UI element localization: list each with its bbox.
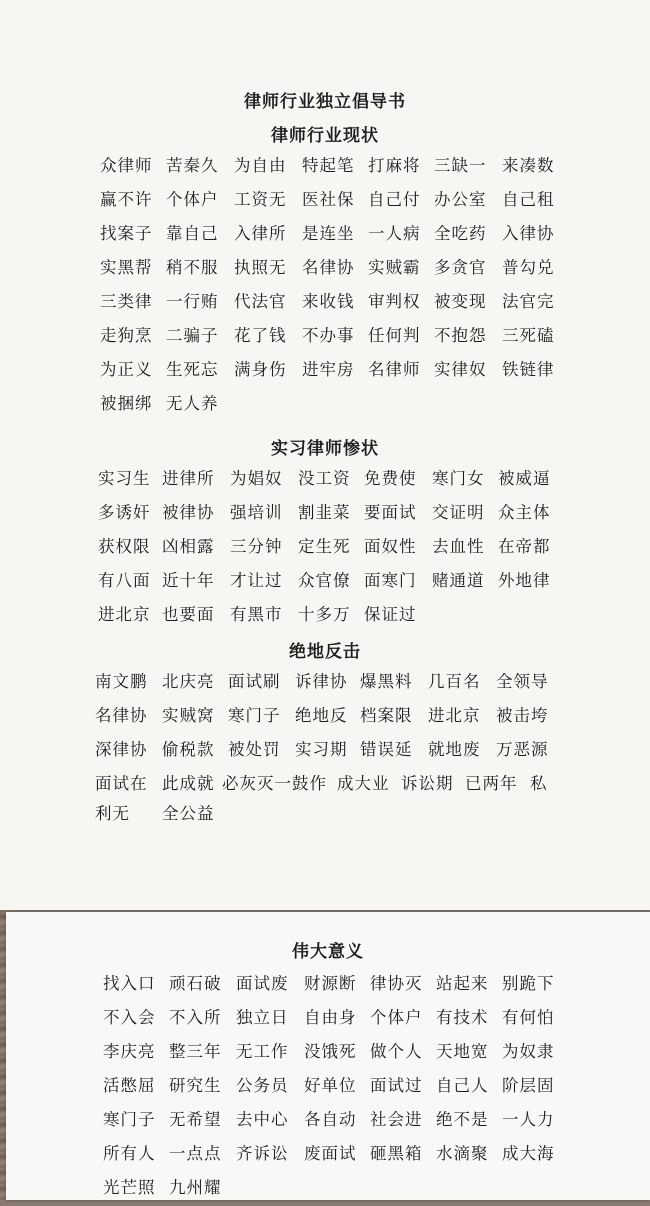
phrase: 赌通道 xyxy=(432,571,485,590)
phrase: 公务员 xyxy=(236,1076,289,1095)
phrase: 不入所 xyxy=(169,1008,222,1027)
phrase: 保证过 xyxy=(364,605,417,624)
text-row xyxy=(0,567,600,599)
phrase: 被变现 xyxy=(434,292,487,311)
text-row xyxy=(0,152,600,184)
phrase: 代法官 xyxy=(234,292,287,311)
phrase: 自己租 xyxy=(502,190,555,209)
phrase: 废面试 xyxy=(304,1144,357,1163)
document-page-2 xyxy=(6,912,650,1200)
phrase: 实贼窝 xyxy=(162,706,215,725)
phrase: 无人养 xyxy=(166,394,219,413)
text-row xyxy=(6,1140,606,1172)
text-row xyxy=(6,1174,606,1206)
phrase: 众律师 xyxy=(100,156,153,175)
text-row xyxy=(0,465,600,497)
phrase: 为奴隶 xyxy=(502,1042,555,1061)
phrase: 一人力 xyxy=(502,1110,555,1129)
text-row xyxy=(0,220,600,252)
phrase: 才让过 xyxy=(230,571,283,590)
phrase: 绝地反 xyxy=(295,706,348,725)
phrase: 为娼奴 xyxy=(230,469,283,488)
phrase: 免费使 xyxy=(364,469,417,488)
text-row xyxy=(0,499,600,531)
phrase: 赢不许 xyxy=(100,190,153,209)
phrase: 齐诉讼 xyxy=(236,1144,289,1163)
phrase: 铁链律 xyxy=(502,360,555,379)
document-title: 律师行业独立倡导书 xyxy=(244,92,406,112)
phrase: 找入口 xyxy=(103,974,156,993)
phrase: 被击垮 xyxy=(496,706,549,725)
phrase: 执照无 xyxy=(234,258,287,277)
phrase: 好单位 xyxy=(304,1076,357,1095)
phrase: 几百名 xyxy=(428,672,481,691)
phrase: 名律协 xyxy=(95,706,148,725)
phrase: 个体户 xyxy=(370,1008,423,1027)
text-row xyxy=(6,1038,606,1070)
phrase: 偷税款 xyxy=(162,740,215,759)
phrase: 已两年 xyxy=(465,774,518,793)
phrase: 实黑帮 xyxy=(100,258,153,277)
phrase: 砸黑箱 xyxy=(370,1144,423,1163)
phrase: 任何判 xyxy=(368,326,421,345)
phrase: 二骗子 xyxy=(166,326,219,345)
phrase: 深律协 xyxy=(95,740,148,759)
phrase: 没饿死 xyxy=(304,1042,357,1061)
phrase: 众主体 xyxy=(498,503,551,522)
phrase: 走狗烹 xyxy=(100,326,153,345)
phrase: 多诱奸 xyxy=(98,503,151,522)
text-row xyxy=(0,288,600,320)
phrase: 特起笔 xyxy=(302,156,355,175)
section-heading-fight-back: 绝地反击 xyxy=(289,642,361,662)
phrase: 李庆亮 xyxy=(103,1042,156,1061)
phrase: 十多万 xyxy=(298,605,351,624)
phrase: 面寒门 xyxy=(364,571,417,590)
phrase: 三缺一 xyxy=(434,156,487,175)
phrase: 也要面 xyxy=(162,605,215,624)
text-row xyxy=(0,533,600,565)
phrase: 名律协 xyxy=(302,258,355,277)
phrase: 做个人 xyxy=(370,1042,423,1061)
phrase: 实习期 xyxy=(295,740,348,759)
text-row xyxy=(0,254,600,286)
phrase: 全领导 xyxy=(496,672,549,691)
phrase: 必灰灭一鼓作 xyxy=(222,774,327,793)
phrase: 各自动 xyxy=(304,1110,357,1129)
phrase: 近十年 xyxy=(162,571,215,590)
phrase: 社会进 xyxy=(370,1110,423,1129)
phrase: 顽石破 xyxy=(169,974,222,993)
phrase: 阶层固 xyxy=(502,1076,555,1095)
phrase: 入律协 xyxy=(502,224,555,243)
phrase: 律协灭 xyxy=(370,974,423,993)
phrase: 被律协 xyxy=(162,503,215,522)
phrase: 法官完 xyxy=(502,292,555,311)
phrase: 满身伤 xyxy=(234,360,287,379)
phrase: 进律所 xyxy=(162,469,215,488)
phrase: 凶相露 xyxy=(162,537,215,556)
phrase: 档案限 xyxy=(360,706,413,725)
phrase: 光芒照 xyxy=(103,1178,156,1197)
text-row xyxy=(0,770,600,802)
text-row xyxy=(0,736,600,768)
phrase: 所有人 xyxy=(103,1144,156,1163)
phrase: 办公室 xyxy=(434,190,487,209)
phrase: 自己人 xyxy=(436,1076,489,1095)
phrase: 进牢房 xyxy=(302,360,355,379)
phrase: 审判权 xyxy=(368,292,421,311)
phrase: 天地宽 xyxy=(436,1042,489,1061)
phrase: 成大海 xyxy=(502,1144,555,1163)
phrase: 为自由 xyxy=(234,156,287,175)
phrase: 无希望 xyxy=(169,1110,222,1129)
phrase: 是连坐 xyxy=(302,224,355,243)
phrase: 活憋屈 xyxy=(103,1076,156,1095)
phrase: 花了钱 xyxy=(234,326,287,345)
text-row xyxy=(0,186,600,218)
phrase: 实贼霸 xyxy=(368,258,421,277)
phrase: 没工资 xyxy=(298,469,351,488)
phrase: 一行贿 xyxy=(166,292,219,311)
text-row xyxy=(0,322,600,354)
phrase: 南文鹏 xyxy=(95,672,148,691)
phrase: 不抱怨 xyxy=(434,326,487,345)
phrase: 生死忘 xyxy=(166,360,219,379)
phrase: 靠自己 xyxy=(166,224,219,243)
phrase: 有八面 xyxy=(98,571,151,590)
phrase: 绝不是 xyxy=(436,1110,489,1129)
phrase: 医社保 xyxy=(302,190,355,209)
phrase: 寒门子 xyxy=(228,706,281,725)
phrase: 一人病 xyxy=(368,224,421,243)
phrase: 诉律协 xyxy=(295,672,348,691)
phrase: 就地废 xyxy=(428,740,481,759)
phrase: 财源断 xyxy=(304,974,357,993)
phrase: 不入会 xyxy=(103,1008,156,1027)
phrase: 来收钱 xyxy=(302,292,355,311)
phrase: 找案子 xyxy=(100,224,153,243)
phrase: 实律奴 xyxy=(434,360,487,379)
phrase: 在帝都 xyxy=(498,537,551,556)
phrase: 要面试 xyxy=(364,503,417,522)
text-row xyxy=(6,1072,606,1104)
phrase: 独立日 xyxy=(236,1008,289,1027)
phrase: 面试刷 xyxy=(228,672,281,691)
phrase: 强培训 xyxy=(230,503,283,522)
text-row xyxy=(0,800,600,832)
text-row xyxy=(0,390,600,422)
phrase: 私 xyxy=(530,774,548,793)
text-row xyxy=(0,601,600,633)
phrase: 利无 xyxy=(95,804,130,823)
phrase: 打麻将 xyxy=(368,156,421,175)
phrase: 无工作 xyxy=(236,1042,289,1061)
section-heading-intern-plight: 实习律师惨状 xyxy=(271,439,379,459)
phrase: 割韭菜 xyxy=(298,503,351,522)
phrase: 有黑市 xyxy=(230,605,283,624)
phrase: 全吃药 xyxy=(434,224,487,243)
phrase: 面试废 xyxy=(236,974,289,993)
phrase: 成大业 xyxy=(337,774,390,793)
phrase: 有何怕 xyxy=(502,1008,555,1027)
text-row xyxy=(6,1004,606,1036)
phrase: 多贪官 xyxy=(434,258,487,277)
phrase: 为正义 xyxy=(100,360,153,379)
phrase: 被威逼 xyxy=(498,469,551,488)
phrase: 此成就 xyxy=(162,774,215,793)
phrase: 有技术 xyxy=(436,1008,489,1027)
phrase: 研究生 xyxy=(169,1076,222,1095)
phrase: 个体户 xyxy=(166,190,219,209)
phrase: 全公益 xyxy=(162,804,215,823)
phrase: 去血性 xyxy=(432,537,485,556)
phrase: 被处罚 xyxy=(228,740,281,759)
phrase: 普勾兑 xyxy=(502,258,555,277)
phrase: 获权限 xyxy=(98,537,151,556)
phrase: 寒门女 xyxy=(432,469,485,488)
section-heading-industry-status: 律师行业现状 xyxy=(271,126,379,146)
text-row xyxy=(6,970,606,1002)
phrase: 众官僚 xyxy=(298,571,351,590)
section-heading-significance: 伟大意义 xyxy=(292,942,364,962)
phrase: 九州耀 xyxy=(169,1178,222,1197)
text-row xyxy=(0,702,600,734)
phrase: 实习生 xyxy=(98,469,151,488)
phrase: 面试在 xyxy=(95,774,148,793)
text-row xyxy=(6,1106,606,1138)
phrase: 站起来 xyxy=(436,974,489,993)
phrase: 面试过 xyxy=(370,1076,423,1095)
phrase: 交证明 xyxy=(432,503,485,522)
phrase: 整三年 xyxy=(169,1042,222,1061)
phrase: 寒门子 xyxy=(103,1110,156,1129)
phrase: 苦秦久 xyxy=(166,156,219,175)
text-row xyxy=(0,668,600,700)
text-row xyxy=(0,356,600,388)
phrase: 去中心 xyxy=(236,1110,289,1129)
phrase: 定生死 xyxy=(298,537,351,556)
phrase: 爆黑料 xyxy=(360,672,413,691)
phrase: 不办事 xyxy=(302,326,355,345)
phrase: 进北京 xyxy=(98,605,151,624)
phrase: 水滴聚 xyxy=(436,1144,489,1163)
phrase: 进北京 xyxy=(428,706,481,725)
phrase: 三死磕 xyxy=(502,326,555,345)
phrase: 自由身 xyxy=(304,1008,357,1027)
phrase: 北庆亮 xyxy=(162,672,215,691)
phrase: 错误延 xyxy=(360,740,413,759)
phrase: 面奴性 xyxy=(364,537,417,556)
phrase: 来凑数 xyxy=(502,156,555,175)
phrase: 别跪下 xyxy=(502,974,555,993)
phrase: 名律师 xyxy=(368,360,421,379)
phrase: 入律所 xyxy=(234,224,287,243)
phrase: 万恶源 xyxy=(496,740,549,759)
phrase: 三分钟 xyxy=(230,537,283,556)
phrase: 诉讼期 xyxy=(401,774,454,793)
phrase: 外地律 xyxy=(498,571,551,590)
phrase: 自己付 xyxy=(368,190,421,209)
phrase: 稍不服 xyxy=(166,258,219,277)
phrase: 一点点 xyxy=(169,1144,222,1163)
phrase: 被捆绑 xyxy=(100,394,153,413)
phrase: 工资无 xyxy=(234,190,287,209)
phrase: 三类律 xyxy=(100,292,153,311)
